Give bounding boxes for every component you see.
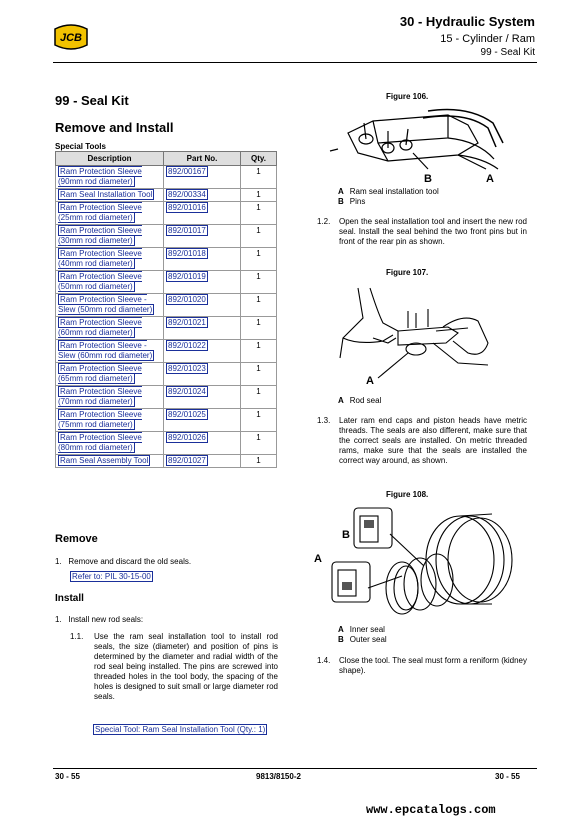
part-number-link[interactable]: 892/01026 <box>168 433 206 442</box>
part-number-link[interactable]: 892/01016 <box>168 203 206 212</box>
tool-description-link[interactable]: Ram Seal Assembly Tool <box>60 456 149 465</box>
table-row <box>56 166 277 189</box>
callout-a: A <box>314 553 322 565</box>
quantity-cell: 1 <box>241 455 277 468</box>
legend-item: A Inner seal <box>338 625 385 634</box>
tool-description-cell <box>56 340 164 363</box>
quantity-cell: 1 <box>241 340 277 363</box>
page-title: 99 - Seal Kit <box>55 93 129 108</box>
callout-b: B <box>342 529 350 541</box>
part-number-link[interactable]: 892/01023 <box>168 364 206 373</box>
install-substep-number: 1.1. <box>70 632 84 641</box>
step-1-4 <box>317 656 527 676</box>
step-1-3 <box>317 416 527 466</box>
part-number-cell <box>164 317 241 340</box>
tool-description-link[interactable]: Ram Protection Sleeve (80mm rod diameter) <box>58 433 142 452</box>
rod-seal-insertion-figure <box>338 283 493 386</box>
part-number-cell <box>164 271 241 294</box>
step-1-2 <box>317 217 527 247</box>
install-step-text: Install new rod seals: <box>68 615 144 624</box>
legend-item: A Ram seal installation tool <box>338 187 439 196</box>
remove-step-number: 1. <box>55 557 62 566</box>
quantity-cell: 1 <box>241 409 277 432</box>
table-row <box>56 294 277 317</box>
table-row <box>56 248 277 271</box>
quantity-cell: 1 <box>241 271 277 294</box>
legend-item: B Pins <box>338 197 366 206</box>
part-number-cell <box>164 432 241 455</box>
tool-description-cell <box>56 294 164 317</box>
quantity-cell: 1 <box>241 386 277 409</box>
topic-title: 99 - Seal Kit <box>480 47 535 58</box>
column-header-qty: Qty. <box>241 152 277 166</box>
table-row <box>56 455 277 468</box>
part-number-link[interactable]: 892/00334 <box>168 190 206 199</box>
special-tool-link[interactable]: Special Tool: Ram Seal Installation Tool (Qty.: 1) <box>95 725 266 734</box>
remove-reference <box>70 572 153 582</box>
remove-heading: Remove <box>55 533 98 545</box>
tool-description-cell <box>56 317 164 340</box>
figure-106-caption: Figure 106. <box>386 92 429 101</box>
special-tool-reference <box>93 725 277 735</box>
callout-b: B <box>424 173 432 183</box>
part-number-cell <box>164 409 241 432</box>
tool-description-link[interactable]: Ram Protection Sleeve (65mm rod diameter) <box>58 364 142 383</box>
part-number-link[interactable]: 892/01022 <box>168 341 206 350</box>
quantity-cell: 1 <box>241 294 277 317</box>
quantity-cell: 1 <box>241 225 277 248</box>
tool-description-cell <box>56 189 164 202</box>
part-number-link[interactable]: 892/01017 <box>168 226 206 235</box>
part-number-link[interactable]: 892/01018 <box>168 249 206 258</box>
install-substep-text: Use the ram seal installation tool to install rod seals, the size (diameter) and position of pins is determined by the diameter and radial width of the rod seal being installed. The pins are screwed into threaded holes in the tool body, the spacing of the holes is designed to suit small or large diameter rod seals. <box>94 632 278 701</box>
step-number: 1.4. <box>317 656 331 665</box>
install-step <box>55 615 143 625</box>
quantity-cell: 1 <box>241 248 277 271</box>
part-number-cell <box>164 340 241 363</box>
install-substep <box>70 632 278 702</box>
quantity-cell: 1 <box>241 432 277 455</box>
step-text: Open the seal installation tool and insert the new rod seal. Install the seal behind the two front pins but in front of the rear pin as shown. <box>339 217 527 246</box>
reference-link[interactable]: Refer to: PIL 30-15-00 <box>72 572 151 581</box>
part-number-link[interactable]: 892/00167 <box>168 167 206 176</box>
table-row <box>56 317 277 340</box>
quantity-cell: 1 <box>241 317 277 340</box>
part-number-cell <box>164 363 241 386</box>
part-number-cell <box>164 386 241 409</box>
header-rule <box>53 62 537 63</box>
tool-description-link[interactable]: Ram Protection Sleeve (30mm rod diameter) <box>58 226 142 245</box>
part-number-cell <box>164 225 241 248</box>
table-row <box>56 271 277 294</box>
subsection-title: 15 - Cylinder / Ram <box>440 33 535 45</box>
tool-description-link[interactable]: Ram Seal Installation Tool <box>60 190 153 199</box>
document-number: 9813/8150-2 <box>256 772 301 781</box>
part-number-cell <box>164 248 241 271</box>
remove-step-text: Remove and discard the old seals. <box>68 557 192 566</box>
table-row <box>56 202 277 225</box>
tool-description-link[interactable]: Ram Protection Sleeve (60mm rod diameter) <box>58 318 142 337</box>
column-header-part-no: Part No. <box>164 152 241 166</box>
tool-description-cell <box>56 202 164 225</box>
tool-description-cell <box>56 432 164 455</box>
part-number-link[interactable]: 892/01025 <box>168 410 206 419</box>
tool-description-link[interactable]: Ram Protection Sleeve (50mm rod diameter) <box>58 272 142 291</box>
part-number-link[interactable]: 892/01020 <box>168 295 206 304</box>
step-number: 1.2. <box>317 217 331 226</box>
callout-a: A <box>486 173 494 183</box>
quantity-cell: 1 <box>241 202 277 225</box>
step-text: Close the tool. The seal must form a reniform (kidney shape). <box>339 656 527 675</box>
piston-seals-figure <box>312 504 520 618</box>
quantity-cell: 1 <box>241 363 277 386</box>
tool-description-cell <box>56 363 164 386</box>
page-number-left: 30 - 55 <box>55 772 80 781</box>
seal-installation-tool-figure <box>318 103 508 183</box>
part-number-link[interactable]: 892/01027 <box>168 456 206 465</box>
part-number-link[interactable]: 892/01024 <box>168 387 206 396</box>
quantity-cell: 1 <box>241 166 277 189</box>
remove-step <box>55 557 191 567</box>
section-title: 30 - Hydraulic System <box>399 14 535 29</box>
special-tools-heading: Special Tools <box>55 142 106 151</box>
procedure-title: Remove and Install <box>55 120 174 135</box>
watermark: www.epcatalogs.com <box>366 803 496 817</box>
table-row <box>56 386 277 409</box>
figure-108-legend <box>338 625 387 645</box>
tool-description-link[interactable]: Ram Protection Sleeve (70mm rod diameter) <box>58 387 142 406</box>
table-row <box>56 432 277 455</box>
part-number-cell <box>164 189 241 202</box>
part-number-cell <box>164 202 241 225</box>
legend-item: A Rod seal <box>338 396 382 405</box>
footer-rule <box>53 768 537 769</box>
install-step-number: 1. <box>55 615 62 624</box>
tool-description-cell <box>56 225 164 248</box>
table-row <box>56 189 277 202</box>
part-number-cell <box>164 455 241 468</box>
tool-description-cell <box>56 386 164 409</box>
tool-description-link[interactable]: Ram Protection Sleeve - Slew (50mm rod diameter) <box>58 295 153 314</box>
jcb-logo <box>53 23 89 51</box>
figure-108-caption: Figure 108. <box>386 490 429 499</box>
jcb-logo-text: JCB <box>59 32 83 44</box>
step-number: 1.3. <box>317 416 331 425</box>
legend-item: B Outer seal <box>338 635 387 644</box>
tool-description-link[interactable]: Ram Protection Sleeve (90mm rod diameter) <box>58 167 142 186</box>
column-header-description: Description <box>56 152 164 166</box>
table-row <box>56 225 277 248</box>
tool-description-link[interactable]: Ram Protection Sleeve - Slew (60mm rod diameter) <box>58 341 153 360</box>
callout-a: A <box>366 375 374 386</box>
tool-description-link[interactable]: Ram Protection Sleeve (75mm rod diameter) <box>58 410 142 429</box>
table-row <box>56 363 277 386</box>
tool-description-cell <box>56 248 164 271</box>
part-number-link[interactable]: 892/01019 <box>168 272 206 281</box>
quantity-cell: 1 <box>241 189 277 202</box>
tool-description-link[interactable]: Ram Protection Sleeve (40mm rod diameter) <box>58 249 142 268</box>
tool-description-link[interactable]: Ram Protection Sleeve (25mm rod diameter) <box>58 203 142 222</box>
part-number-link[interactable]: 892/01021 <box>168 318 206 327</box>
special-tools-table <box>55 151 277 468</box>
tool-description-cell <box>56 455 164 468</box>
part-number-cell <box>164 166 241 189</box>
tool-description-cell <box>56 271 164 294</box>
table-row <box>56 409 277 432</box>
page-number-right: 30 - 55 <box>495 772 520 781</box>
figure-107-legend <box>338 396 381 406</box>
tool-description-cell <box>56 409 164 432</box>
table-row <box>56 340 277 363</box>
step-text: Later ram end caps and piston heads have metric threads. The seals are also different, make sure that the correct seals are installed. On metric threaded rams, make sure that the seals are installed the correct way around, as shown. <box>339 416 527 465</box>
figure-107-caption: Figure 107. <box>386 268 429 277</box>
figure-106-legend <box>338 187 439 207</box>
part-number-cell <box>164 294 241 317</box>
tool-description-cell <box>56 166 164 189</box>
install-heading: Install <box>55 593 84 604</box>
